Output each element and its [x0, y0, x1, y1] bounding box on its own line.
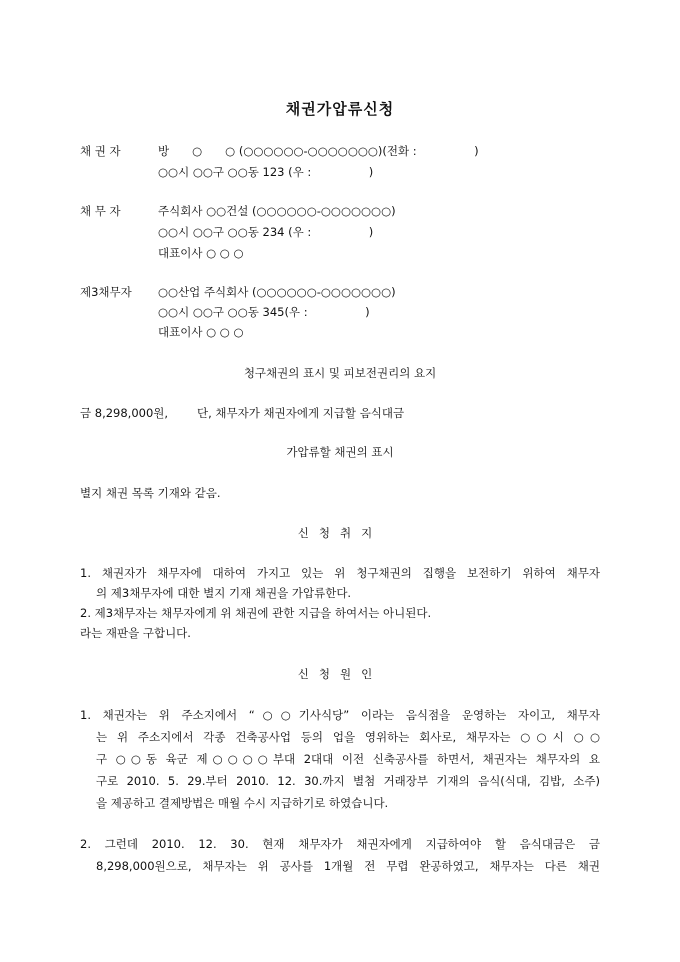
- debtor-label: 채 무 자: [80, 204, 121, 218]
- creditor-line1: 방 ○ ○ (○○○○○○-○○○○○○○)(전화 : ): [158, 144, 479, 158]
- reason-para2-line2: 8,298,000원으로, 채무자는 위 공사를 1개월 전 무렵 완공하였고, 채무자는 다른 채권: [96, 859, 600, 873]
- creditor-line2: ○○시 ○○구 ○○동 123 (우 : ): [158, 165, 374, 179]
- debtor-line1: 주식회사 ○○건설 (○○○○○○-○○○○○○○): [158, 204, 396, 218]
- seized-text: 별지 채권 목록 기재와 같음.: [80, 486, 221, 500]
- third-debtor-line2: ○○시 ○○구 ○○동 345(우 : ): [158, 305, 370, 319]
- debtor-line2: ○○시 ○○구 ○○동 234 (우 : ): [158, 225, 374, 239]
- reason-para1-line4: 구로 2010. 5. 29.부터 2010. 12. 30.까지 별첨 거래장부 기재의 음식(식대, 김밥, 소주): [96, 774, 600, 788]
- debtor-line3: 대표이사 ○ ○ ○: [158, 246, 244, 260]
- third-debtor-line3: 대표이사 ○ ○ ○: [158, 325, 244, 339]
- reason-para1-line1: 1. 채권자는 위 주소지에서 “○○기사식당” 이라는 음식점을 운영하는 자이고, 채무자: [80, 708, 600, 722]
- purpose-heading: 신청취지: [297, 526, 383, 540]
- third-debtor-line1: ○○산업 주식회사 (○○○○○○-○○○○○○○): [158, 285, 396, 299]
- reason-para1-line3: 구 ○○동 육군 제○○○○부대 2대대 이전 신축공사를 하면서, 채권자는 채무자의 요: [96, 752, 600, 766]
- claim-heading: 청구채권의 표시 및 피보전권리의 요지: [243, 366, 437, 380]
- document-title: 채권가압류신청: [285, 100, 395, 118]
- reason-para2-line1: 2. 그런데 2010. 12. 30. 현재 채무자가 채권자에게 지급하여야 할 음식대금은 금: [80, 837, 600, 851]
- purpose-item2: 2. 제3채무자는 채무자에게 위 채권에 관한 지급을 하여서는 아니된다.: [80, 606, 432, 620]
- purpose-item1-line1: 1. 채권자가 채무자에 대하여 가지고 있는 위 청구채권의 집행을 보전하기 위하여 채무자: [80, 566, 600, 580]
- seized-heading: 가압류할 채권의 표시: [286, 445, 394, 459]
- reason-para1-line2: 는 위 주소지에서 각종 건축공사업 등의 업을 영위하는 회사로, 채무자는 ○○시 ○○: [96, 730, 600, 744]
- reason-para1-line5: 을 제공하고 결제방법은 매월 수시 지급하기로 하였습니다.: [96, 796, 389, 810]
- reason-heading: 신청원인: [297, 667, 383, 681]
- claim-amount: 금 8,298,000원,: [80, 406, 169, 420]
- claim-note: 단, 채무자가 채권자에게 지급할 음식대금: [197, 406, 405, 420]
- creditor-label: 채 권 자: [80, 144, 121, 158]
- third-debtor-label: 제3채무자: [80, 285, 132, 299]
- purpose-closing: 라는 재판을 구합니다.: [80, 626, 191, 640]
- purpose-item1-line2: 의 제3채무자에 대한 별지 기재 채권을 가압류한다.: [96, 586, 352, 600]
